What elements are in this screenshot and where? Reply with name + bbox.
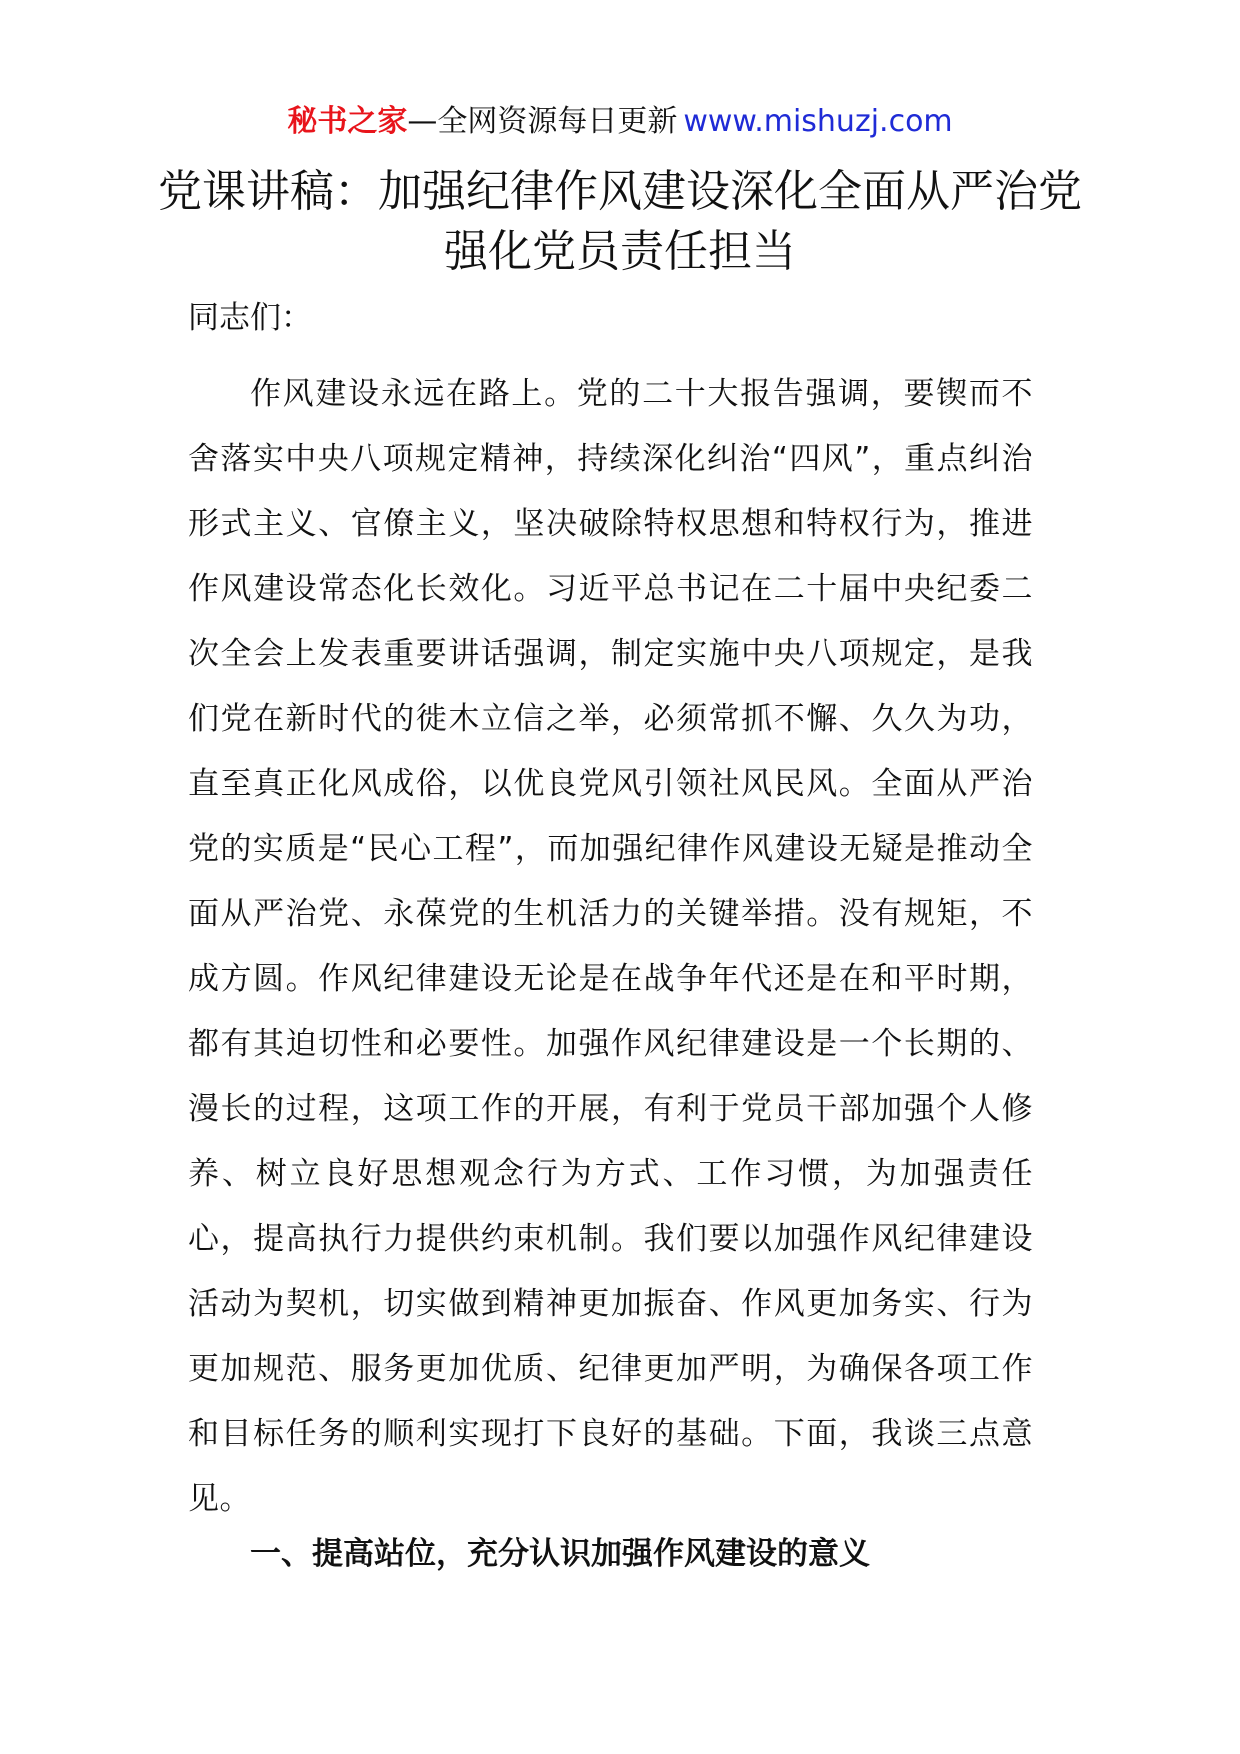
- section-heading: 一、提高站位，充分认识加强作风建设的意义: [250, 1536, 870, 1572]
- brand-name: 秘书之家: [287, 104, 408, 139]
- site-header: [0, 100, 1240, 144]
- document-title: 党课讲稿：加强纪律作风建设深化全面从严治党强化党员责任担当: [158, 166, 1082, 277]
- site-url-link[interactable]: www.mishuzj.com: [683, 104, 953, 139]
- salutation: 同志们：: [188, 300, 312, 336]
- body-paragraph: 作风建设永远在路上。党的二十大报告强调，要锲而不舍落实中央八项规定精神，持续深化纠治“四风”，重点纠治形式主义、官僚主义，坚决破除特权思想和特权行为，推进作风建设常态化长效化。习近平总书记在二十届中央纪委二次全会上发表重要讲话强调，制定实施中央八项规定，是我们党在新时代的徙木立信之举，必须常抓不懈、久久为功，直至真正化风成俗，以优良党风引领社风民风。全面从严治党的实质是“民心工程”，而加强纪律作风建设无疑是推动全面从严治党、永葆党的生机活力的关键举措。没有规矩，不成方圆。作风纪律建设无论是在战争年代还是在和平时期，都有其迫切性和必要性。加强作风纪律建设是一个长期的、漫长的过程，这项工作的开展，有利于党员干部加强个人修养、树立良好思想观念行为方式、工作习惯，为加强责任心，提高执行力提供约束机制。我们要以加强作风纪律建设活动为契机，切实做到精神更加振奋、作风更加务实、行为更加规范、服务更加优质、纪律更加严明，为确保各项工作和目标任务的顺利实现打下良好的基础。下面，我谈三点意见。: [188, 376, 1033, 1517]
- header-slogan: —全网资源每日更新: [407, 104, 678, 139]
